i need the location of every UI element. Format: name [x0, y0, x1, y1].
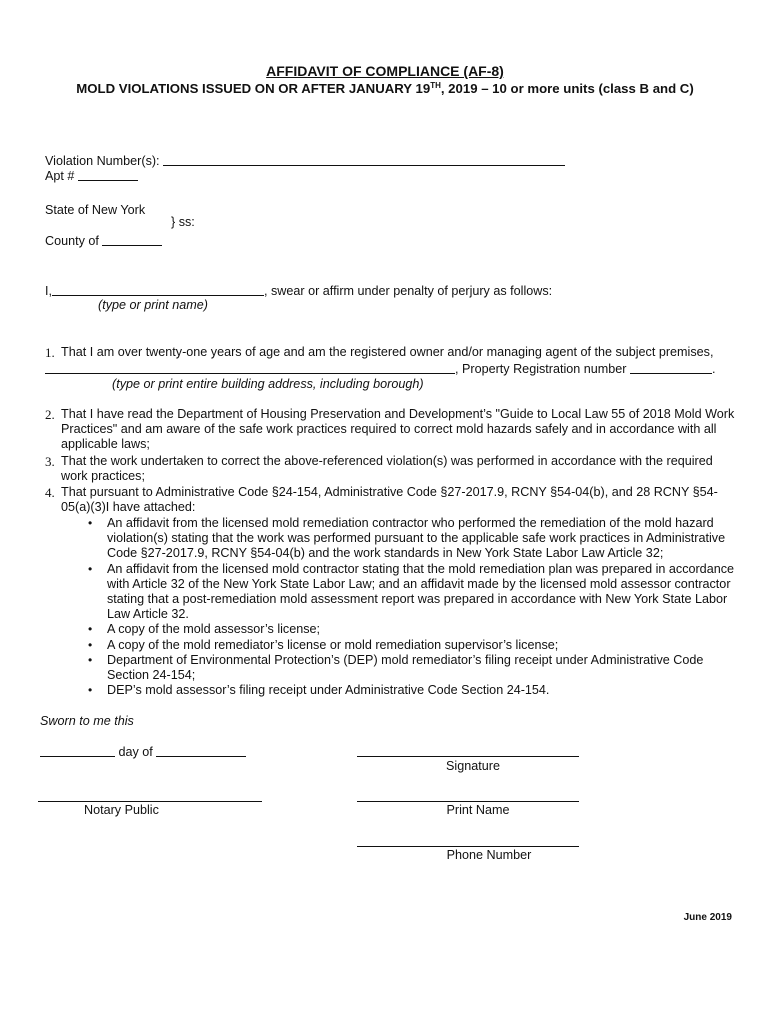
violation-number-field[interactable]: [163, 153, 565, 166]
name-row: [45, 283, 552, 299]
phone-label: Phone Number: [446, 848, 532, 862]
property-registration-label: , Property Registration number: [455, 362, 627, 376]
phone-line[interactable]: [357, 846, 579, 847]
item-2-number: 2.: [45, 407, 55, 422]
list-item: • A copy of the mold remediator’s license or mold remediation supervisor’s license;: [88, 638, 738, 653]
ss-label: } ss:: [171, 215, 195, 229]
list-item: • A copy of the mold assessor’s license;: [88, 622, 738, 637]
subtitle-superscript: TH: [430, 81, 441, 90]
print-name-label: Print Name: [446, 803, 510, 817]
list-item: • Department of Environmental Protection’s (DEP) mold remediator’s filing receipt under Administrative Code Section 24-154;: [88, 653, 738, 683]
item-3-text: That the work undertaken to correct the above-referenced violation(s) was performed in accordance with the required work practices;: [61, 454, 713, 484]
document-subtitle: [0, 81, 770, 96]
attachments-list: [88, 516, 738, 698]
item-1-period: .: [712, 362, 716, 376]
name-hint: (type or print name): [98, 298, 208, 312]
address-hint: (type or print entire building address, including borough): [112, 377, 424, 391]
list-item: • An affidavit from the licensed mold remediation contractor who performed the remediation of the mold hazard violation(s) stating that the work was performed pursuant to the applicable safe work practices in Administrative Code §27-2017.9, RCNY §54-04(b) and the work standards in New York State Labor Law Article 32;: [88, 516, 738, 562]
revision-date: June 2019: [683, 912, 732, 923]
notary-line[interactable]: [38, 801, 262, 802]
apt-field[interactable]: [78, 168, 138, 181]
item-1-text: That I am over twenty-one years of age and am the registered owner and/or managing agent of the subject premises,: [61, 345, 714, 359]
county-row: [45, 233, 162, 249]
i-label: I,: [45, 284, 52, 298]
sworn-label: Sworn to me this: [40, 714, 134, 728]
violation-number-label: Violation Number(s):: [45, 154, 160, 168]
month-field[interactable]: [156, 744, 246, 757]
item-2-text: That I have read the Department of Housing Preservation and Development’s "Guide to Local Law 55 of 2018 Mold Work Practices" and am aware of the safe work practices required to correct mold hazards safely and in accordance with all applicable laws;: [61, 407, 735, 452]
day-of-label: day of: [118, 745, 153, 759]
signature-line[interactable]: [357, 756, 579, 757]
document-title: AFFIDAVIT OF COMPLIANCE (AF-8): [266, 63, 504, 79]
county-field[interactable]: [102, 233, 162, 246]
swear-text: , swear or affirm under penalty of perjury as follows:: [264, 284, 553, 298]
apt-row: [45, 168, 138, 184]
signature-label: Signature: [446, 759, 500, 773]
name-field[interactable]: [52, 283, 264, 296]
property-registration-field[interactable]: [630, 361, 712, 374]
state-label: State of New York: [45, 203, 146, 217]
item-3-number: 3.: [45, 454, 55, 469]
building-address-field[interactable]: [45, 361, 455, 374]
subtitle-main: MOLD VIOLATIONS ISSUED ON OR AFTER JANUARY 19: [76, 81, 431, 96]
print-name-line[interactable]: [357, 801, 579, 802]
item-4-number: 4.: [45, 485, 55, 500]
day-of-row: [40, 744, 246, 760]
county-label: County of: [45, 234, 99, 248]
subtitle-rest: , 2019 – 10 or more units (class B and C): [440, 81, 694, 96]
notary-label: Notary Public: [84, 803, 159, 817]
list-item: • An affidavit from the licensed mold contractor stating that the mold remediation plan was prepared in accordance with Article 32 of the New York State Labor Law; and an affidavit made by the licensed mold assessor contractor stating that a post-remediation mold assessment report was prepared in accordance with New York State Labor Law Article 32.: [88, 562, 738, 623]
item-4-text: That pursuant to Administrative Code §24-154, Administrative Code §27-2017.9, RCNY §54-04(b), and 28 RCNY §54-05(a)(3)I have attached:: [61, 485, 718, 515]
violation-number-row: [45, 153, 565, 169]
list-item: • DEP’s mold assessor’s filing receipt under Administrative Code Section 24-154.: [88, 683, 738, 698]
day-field[interactable]: [40, 744, 115, 757]
apt-label: Apt #: [45, 169, 75, 183]
item-1-address-row: [45, 361, 716, 377]
item-1-number: 1.: [45, 345, 55, 360]
